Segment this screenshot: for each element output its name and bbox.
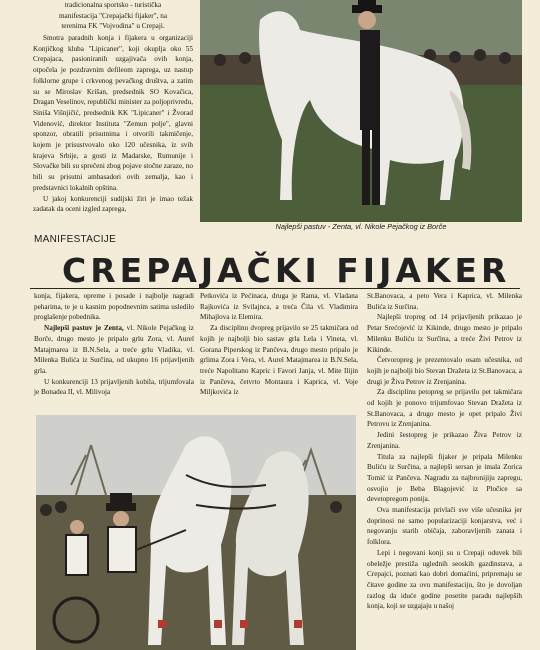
- paragraph: Za disciplinu dvopreg prijavilo se 25 takmičara od kojih je najbolji bio sastav grla Lela i Vineta, vl. Gorana Piperskog iz Pančeva, drugo mesto pripalo je grlima Zora i Vera, vl. Aurel Matajmarea iz B.N.Sela, treće Napolitano Kapric i Favori Janja, vl. Mite Ilijin iz Pančeva, četvrto Montaura i Kaprica, vl. Voje Miljkovića iz: [200, 324, 358, 397]
- paragraph: U jakoj konkurenciji sudijski žiri je imao težak zadatak da oceni izgled zaprega,: [33, 194, 193, 214]
- article-column-1: [34, 291, 194, 398]
- intro-line: terenima FK "Vojvodina" u Crepaji.: [61, 22, 165, 31]
- intro-line: manifestacija "Crepajački fijaker", na: [58, 11, 168, 20]
- article-column-3: [367, 291, 522, 612]
- stallion-photo-caption: Najlepši pastuv - Zenta, vl. Nikole Pejačkog iz Borče: [275, 222, 447, 231]
- paragraph: Jedini šestopreg je prikazao Živa Petrov iz Zrenjanina.: [367, 431, 522, 450]
- emphasis: Najlepši pastuv je Zenta,: [44, 324, 124, 333]
- stallion-photo: [200, 0, 522, 222]
- intro-body: [33, 33, 193, 215]
- carriage-photo: [36, 415, 356, 650]
- carriage-illustration: [36, 415, 356, 650]
- paragraph: Najlepši tropreg od 14 prijavljenih prikazao je Petar Srećojević iz Kikinde, drugo mesto je pripalo Milenku Buliću iz Surčina, a treće Živi Petrov iz Kikinde.: [367, 313, 522, 354]
- paragraph: Četvoropreg je prezentovalo osam učesnika, od kojih je najbolji bio Stevan Dražeta iz St.Banovaca, a drugi je Živa Petrov iz Zrenjanina.: [367, 356, 522, 386]
- stallion-illustration: [200, 0, 522, 222]
- headline: CREPAJAČKI FIJAKER: [62, 251, 511, 290]
- paragraph: Lepi i negovani konji su u Crepaji oduvek bili obeležje prestiža uglednih seoskih gazdinstava, a Crepajci, poznati kao dobri domaćini, pripremaju se čitave godine za ovu manifestaciju, što je dovoljan razlog da iduće godine posetite paradu najlepših konja, koji se uzgajaju u našoj: [367, 548, 522, 611]
- headline-rule: [30, 288, 520, 289]
- paragraph: St.Banovaca, a peto Vera i Kaprica, vl. Milenka Bulića iz Surčina.: [367, 292, 522, 311]
- paragraph: Za disciplinu petopreg se prijavilo pet takmičara od kojih je ponovo trijumfovao Stevan Dražeta iz St.Banovaca, a drugo mesto je opet pripalo Živi Petrovu iz Zrenjanina.: [367, 388, 522, 429]
- paragraph: Smotra paradnih konja i fijakera u organizaciji Konjičkog kluba "Lipicaner", koji okuplja oko 55 Crepajaca, pasioniranih uzgajivača ovih konja, otpočela je pozdravnim defileom zaprega, uz nastup folklorne grupe i crkvenog pevačkog društva, a zatim su se Miroslav Krišan, predsednik SO Kovačica, Dragan Veselinov, republički minister za poljoprivredu, Siniša Višnjičić, predsednik KK "Lipicaner" i Žvorad Videnović, direktor Instituta "Zemun polje", glavni sponzor, obratili prisutnima i otvorili takmičenje, kojem je prisustvovalo oko 120 učesnika, iz svih krajeva Srbije, a gosti iz Madarske, Rumunije i Slovačke bili su sprečeni zbog pojave stočne zaraze, no bili su prisutni ambasadori ovih zemalja, kao i predstavnici lokalnih opština.: [33, 34, 193, 192]
- paragraph-text: vl. Nikole Pejačkog iz Borče, drugo mesto je pripalo grlu Zora, vl. Aurel Matajmarea iz B.N.Sela, a treće grlu Vladika, vl. Milenka Bulića iz Surčina, od ukupno 16 prijavljenih grla.: [34, 324, 194, 375]
- paragraph: [34, 323, 194, 377]
- intro-line: tradicionalna sportsko - turistička: [64, 1, 162, 9]
- paragraph: U konkurenciji 13 prijavljenih kobila, trijumfovala je Bonadea II, vl. Milivoja: [34, 377, 194, 397]
- paragraph: Petkovića iz Pećinaca, druga je Rama, vl. Vladana Rajkovića iz Svilajnca, a treća Čila vl. Vladimira Mihajlova iz Elemira.: [200, 292, 358, 322]
- paragraph: konja, fijakera, opreme i posade i najbolje nagradi peharima, te je u kasnim popodnevnim satima usledilo proglašenje pobednika.: [34, 292, 194, 322]
- section-label: MANIFESTACIJE: [34, 234, 117, 245]
- article-column-2: [200, 291, 358, 398]
- paragraph: Titula za najlepši fijaker je pripala Milenku Buliću iz Surčina, a najlepši sersan je imala Zorica Tomić iz Pančeva. Nagradu za najbronijiju zapregu, osvojio je Beba Blagojević iz Pločice sa devetopregom ponija.: [367, 452, 522, 504]
- paragraph: Ova manifestacija privlači sve više učesnika jer doprinosi ne samo popularizaciji konjarstva, već i negovanju starih običaja, zaboravljenih zanata i folklora.: [367, 506, 522, 547]
- intro-column: [33, 0, 193, 32]
